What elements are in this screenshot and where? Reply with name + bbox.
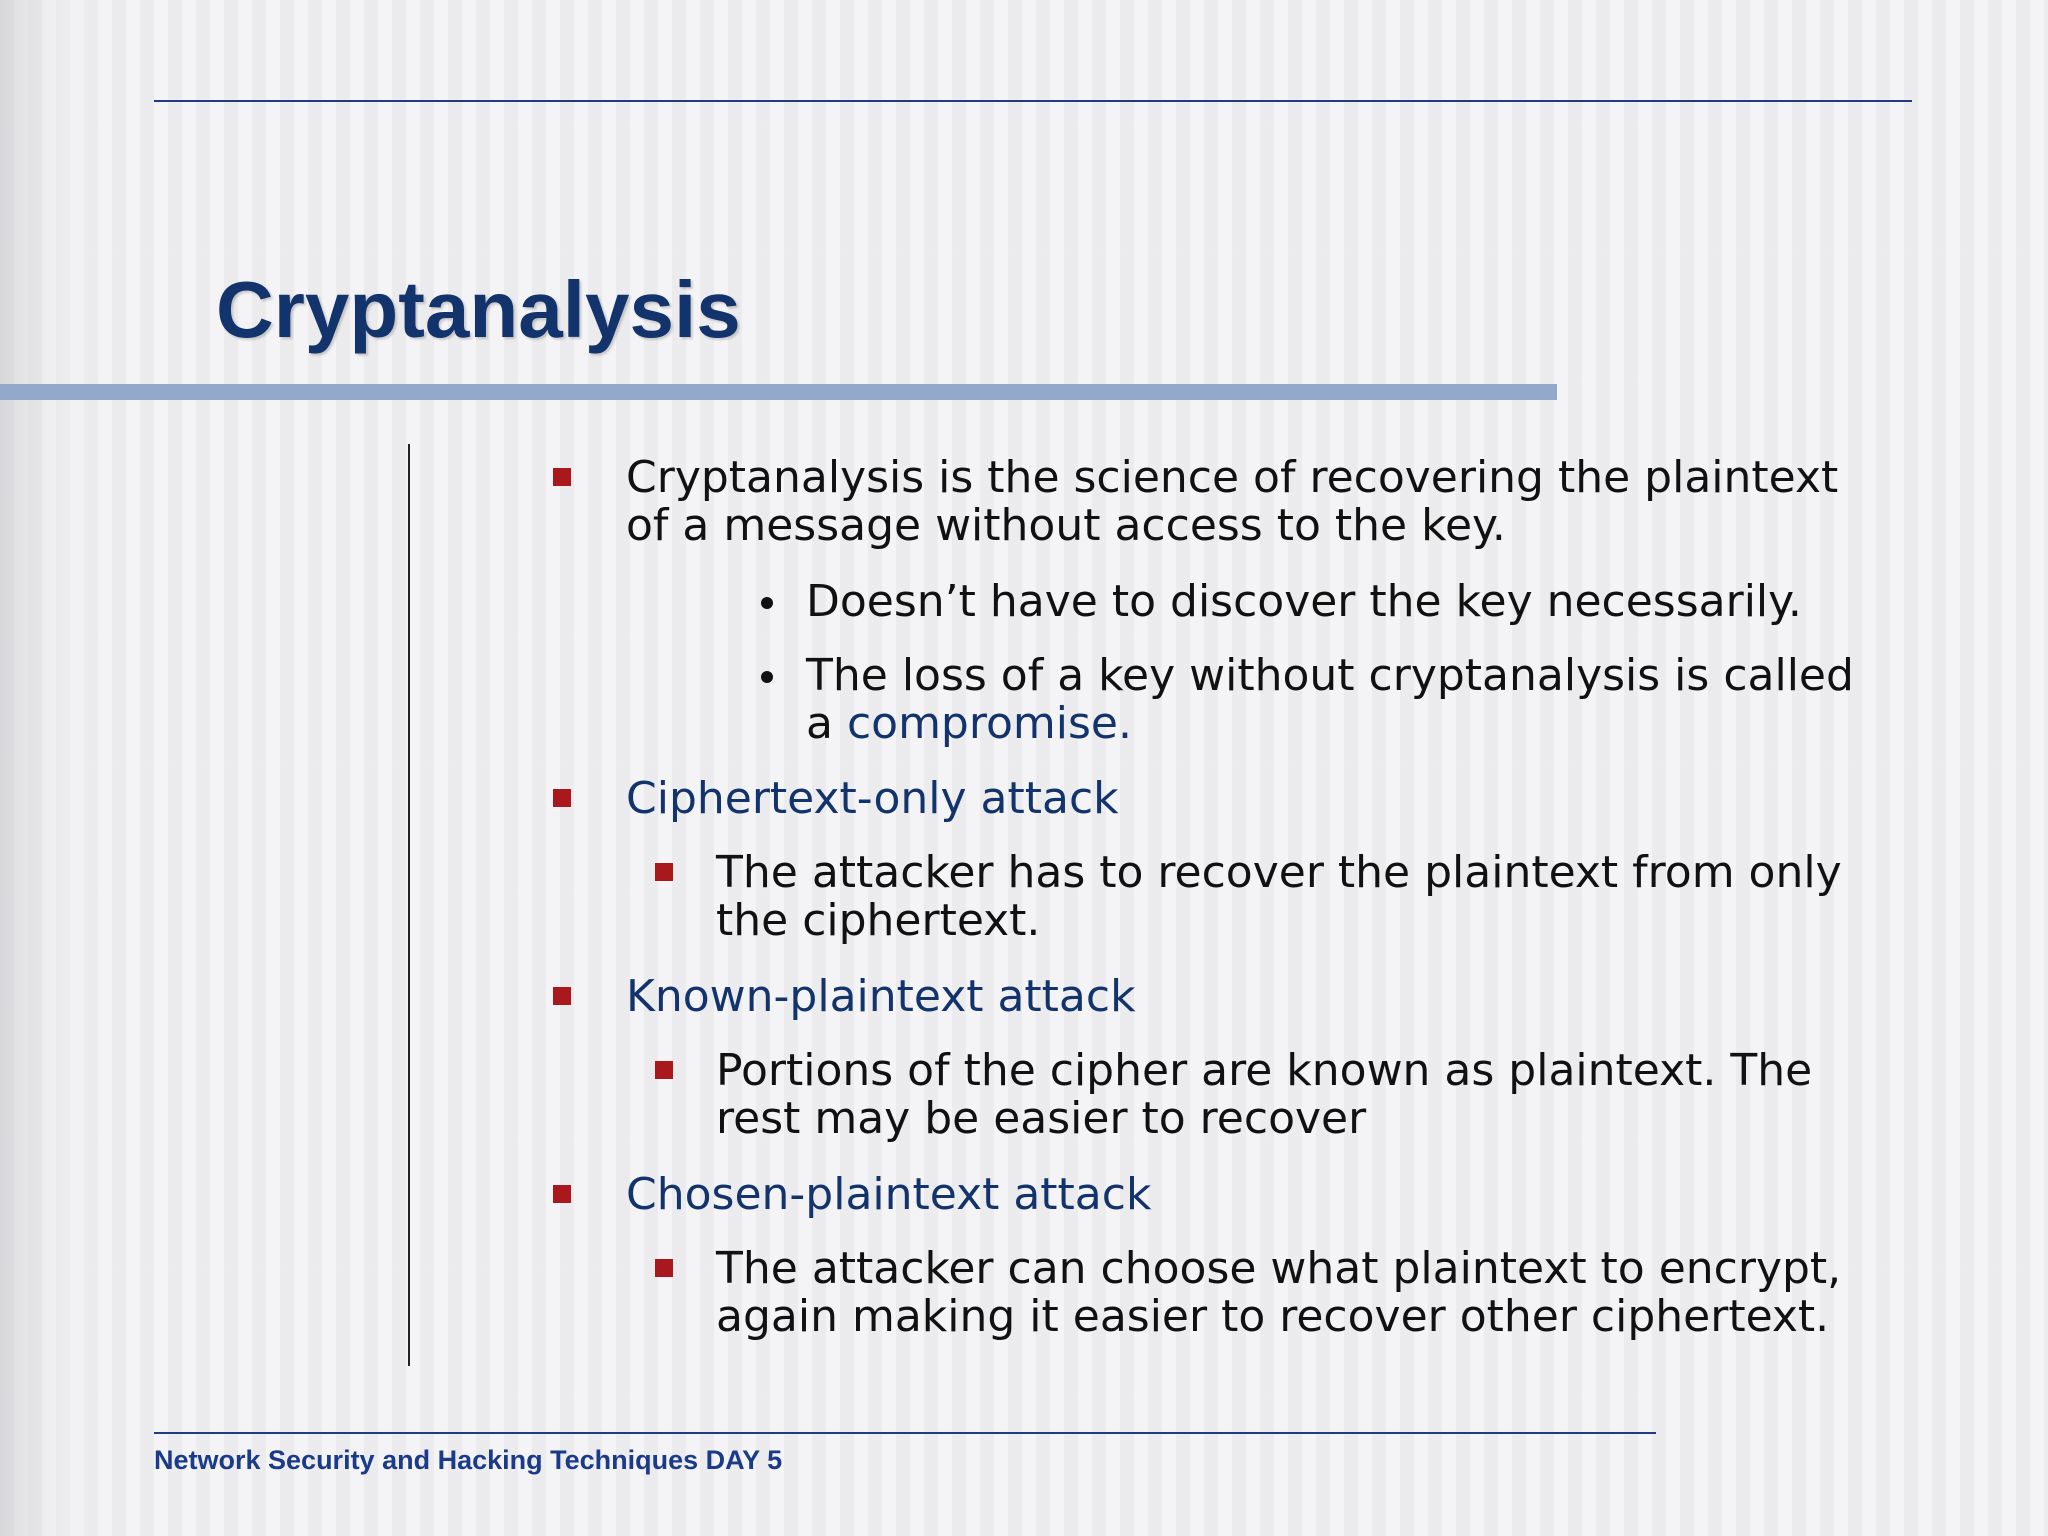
sub-bullet-2-line-1: The loss of a key without cryptanalysis is called xyxy=(806,650,1854,701)
square-bullet-icon xyxy=(553,789,571,807)
sub-bullet-2-prefix: a xyxy=(806,698,847,749)
compromise-term: compromise. xyxy=(846,698,1132,749)
ciphertext-only-desc-line-1: The attacker has to recover the plaintext from only xyxy=(716,847,1842,898)
known-plaintext-desc-line-1: Portions of the cipher are known as plaintext. The xyxy=(716,1045,1813,1096)
square-bullet-icon xyxy=(553,987,571,1005)
round-bullet-icon xyxy=(761,597,773,609)
footer-text: Network Security and Hacking Techniques DAY 5 xyxy=(154,1445,783,1475)
square-bullet-icon xyxy=(553,468,571,486)
ciphertext-only-desc-line-2: the ciphertext. xyxy=(716,895,1041,946)
sub-bullet-1: Doesn’t have to discover the key necessarily. xyxy=(806,576,1802,627)
slide-title: Cryptanalysis xyxy=(216,265,741,354)
chosen-plaintext-desc-line-2: again making it easier to recover other ciphertext. xyxy=(716,1291,1830,1342)
known-plaintext-heading: Known-plaintext attack xyxy=(626,971,1136,1022)
round-bullet-icon xyxy=(761,671,773,683)
bullet-1-line-1: Cryptanalysis is the science of recovering the plaintext xyxy=(626,452,1839,503)
known-plaintext-desc-line-2: rest may be easier to recover xyxy=(716,1093,1367,1144)
footer-divider xyxy=(154,1432,1656,1434)
ciphertext-only-heading: Ciphertext-only attack xyxy=(626,773,1119,824)
square-bullet-icon xyxy=(655,1259,673,1277)
chosen-plaintext-heading: Chosen-plaintext attack xyxy=(626,1169,1152,1220)
sub-bullet-2-line-2 xyxy=(806,700,1132,748)
square-bullet-icon xyxy=(553,1185,571,1203)
chosen-plaintext-desc-line-1: The attacker can choose what plaintext to encrypt, xyxy=(716,1243,1842,1294)
bullet-1-line-2: of a message without access to the key. xyxy=(626,500,1506,551)
square-bullet-icon xyxy=(655,1061,673,1079)
square-bullet-icon xyxy=(655,863,673,881)
